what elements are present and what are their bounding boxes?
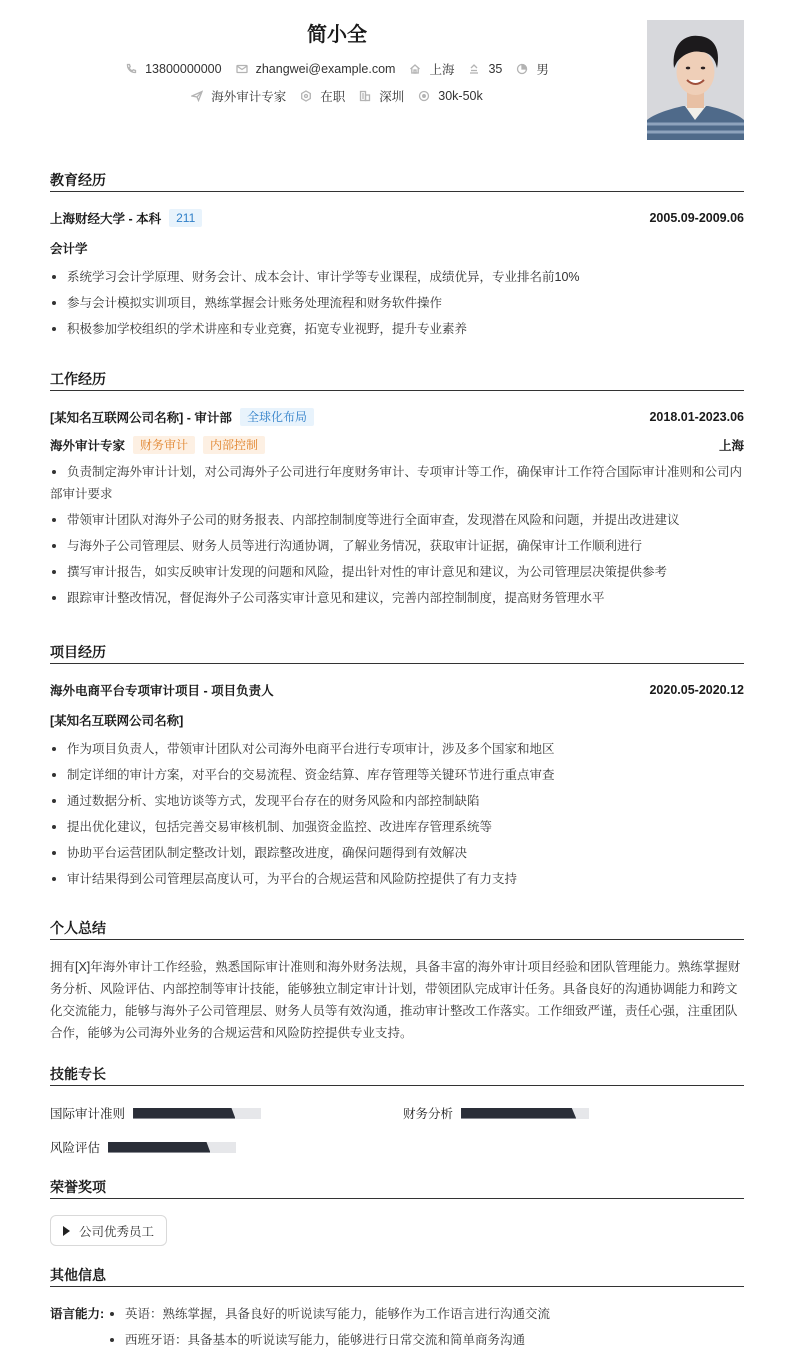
building-icon: [359, 90, 371, 102]
list-item: 与海外子公司管理层、财务人员等进行沟通协调，了解业务情况，获取审计证据，确保审计工作顺利进行: [50, 535, 744, 557]
contact-status: 在职: [300, 87, 345, 105]
age-icon: [468, 63, 480, 75]
list-item: 协助平台运营团队制定整改计划，跟踪整改进度，确保问题得到有效解决: [50, 842, 744, 864]
skill-level-bar: [461, 1108, 589, 1119]
position-tag-badge: 财务审计: [133, 436, 195, 454]
section-title-summary: 个人总结: [50, 918, 744, 940]
awards-section: [50, 1177, 744, 1246]
education-header-row: [50, 209, 744, 227]
contact-city: 上海: [409, 60, 454, 78]
salary-icon: [418, 90, 430, 102]
contact-age: 35: [468, 62, 502, 76]
award-label: 公司优秀员工: [79, 1224, 155, 1239]
section-title-work: 工作经历: [50, 369, 744, 391]
list-item: 跟踪审计整改情况，督促海外子公司落实审计意见和建议，完善内部控制制度，提高财务管理水平: [50, 587, 744, 609]
contact-phone: 13800000000: [125, 62, 221, 76]
award-item-toggle[interactable]: [50, 1215, 167, 1246]
list-item: 撰写审计报告，如实反映审计发现的问题和风险，提出针对性的审计意见和建议，为公司管理层决策提供参考: [50, 561, 744, 583]
list-item: 积极参加学校组织的学术讲座和专业竞赛，拓宽专业视野，提升专业素养: [50, 318, 744, 340]
education-school: 上海财经大学 - 本科 211: [50, 209, 202, 227]
skill-level-bar: [108, 1142, 236, 1153]
language-row: [50, 1303, 744, 1355]
work-position: 海外审计专家 财务审计 内部控制: [50, 436, 265, 454]
education-date: 2005.09-2009.06: [649, 211, 744, 225]
skill-item: [50, 1104, 261, 1122]
school-tag-badge: 211: [169, 209, 202, 227]
language-label: 语言能力:: [50, 1307, 105, 1321]
contact-salary: 30k-50k: [418, 89, 482, 103]
work-bullets: [50, 461, 744, 609]
work-position-row: [50, 436, 744, 454]
contact-target-city: 深圳: [359, 87, 404, 105]
project-bullets: [50, 738, 744, 890]
contact-email: zhangwei@example.com: [236, 62, 396, 76]
education-section: [50, 170, 744, 344]
language-list: [108, 1303, 550, 1355]
avatar-illustration: [647, 20, 744, 140]
contact-target-position: 海外审计专家: [191, 87, 286, 105]
project-date: 2020.05-2020.12: [649, 683, 744, 697]
list-item: 西班牙语：具备基本的听说读写能力，能够进行日常交流和简单商务沟通: [108, 1329, 550, 1351]
list-item: 带领审计团队对海外子公司的财务报表、内部控制制度等进行全面审查，发现潜在风险和问题，并提出改进建议: [50, 509, 744, 531]
list-item: 负责制定海外审计计划，对公司海外子公司进行年度财务审计、专项审计等工作，确保审计工作符合国际审计准则和公司内部审计要求: [50, 461, 744, 505]
skill-name: 财务分析: [403, 1107, 454, 1121]
project-section: [50, 642, 744, 894]
work-company: [某知名互联网公司名称] - 审计部 全球化布局: [50, 408, 314, 426]
company-tag-badge: 全球化布局: [240, 408, 314, 426]
list-item: 制定详细的审计方案，对平台的交易流程、资金结算、库存管理等关键环节进行重点审查: [50, 764, 744, 786]
work-date: 2018.01-2023.06: [649, 410, 744, 424]
list-item: 系统学习会计学原理、财务会计、成本会计、审计学等专业课程，成绩优异，专业排名前10%: [50, 266, 744, 288]
section-title-skills: 技能专长: [50, 1064, 744, 1086]
project-name: 海外电商平台专项审计项目 - 项目负责人: [50, 684, 274, 698]
expand-triangle-icon: [63, 1226, 70, 1236]
skill-name: 国际审计准则: [50, 1107, 126, 1121]
mail-icon: [236, 63, 248, 75]
position-tag-badge: 内部控制: [203, 436, 265, 454]
list-item: 作为项目负责人，带领审计团队对公司海外电商平台进行专项审计，涉及多个国家和地区: [50, 738, 744, 760]
status-icon: [300, 90, 312, 102]
contact-row-2: [50, 87, 624, 105]
work-header-row: [50, 408, 744, 426]
list-item: 提出优化建议，包括完善交易审核机制、加强资金监控、改进库存管理系统等: [50, 816, 744, 838]
project-company: [某知名互联网公司名称]: [50, 714, 184, 728]
education-bullets: [50, 266, 744, 340]
home-icon: [409, 63, 421, 75]
skill-name: 风险评估: [50, 1141, 101, 1155]
skill-level-bar: [133, 1108, 261, 1119]
summary-section: [50, 918, 744, 1044]
other-section: [50, 1265, 744, 1355]
work-location: 上海: [718, 439, 744, 453]
work-section: [50, 369, 744, 613]
section-title-other: 其他信息: [50, 1265, 744, 1287]
resume-header: [50, 0, 744, 150]
section-title-awards: 荣誉奖项: [50, 1177, 744, 1199]
list-item: 英语：熟练掌握，具备良好的听说读写能力，能够作为工作语言进行沟通交流: [108, 1303, 550, 1325]
phone-icon: [125, 63, 137, 75]
list-item: 审计结果得到公司管理层高度认可，为平台的合规运营和风险防控提供了有力支持: [50, 868, 744, 890]
skills-section: [50, 1064, 744, 1159]
summary-text: 拥有[X]年海外审计工作经验，熟悉国际审计准则和海外财务法规，具备丰富的海外审计项目经验和团队管理能力。熟练掌握财务分析、风险评估、内部控制等审计技能，能够独立制定审计计划，带领团队完成审计任务。具备良好的沟通协调能力和跨文化交流能力，能够与海外子公司管理层、财务人员等有效沟通，推动审计整改工作落实。工作细致严谨，责任心强，注重团队合作，能够为公司海外业务的合规运营和风险防控提供专业支持。: [50, 960, 741, 1040]
section-title-project: 项目经历: [50, 642, 744, 664]
section-title-education: 教育经历: [50, 170, 744, 192]
skill-item: [50, 1138, 236, 1156]
candidate-name: 简小全: [307, 24, 367, 46]
list-item: 通过数据分析、实地访谈等方式，发现平台存在的财务风险和内部控制缺陷: [50, 790, 744, 812]
resume-page: [50, 0, 744, 1347]
education-major: 会计学: [50, 242, 88, 256]
profile-photo: [647, 20, 744, 140]
contact-gender: 男: [516, 60, 549, 78]
skill-item: [403, 1104, 589, 1122]
project-header-row: [50, 681, 744, 699]
gender-icon: [516, 63, 528, 75]
send-icon: [191, 90, 203, 102]
list-item: 参与会计模拟实训项目，熟练掌握会计账务处理流程和财务软件操作: [50, 292, 744, 314]
contact-row-1: [50, 60, 624, 78]
